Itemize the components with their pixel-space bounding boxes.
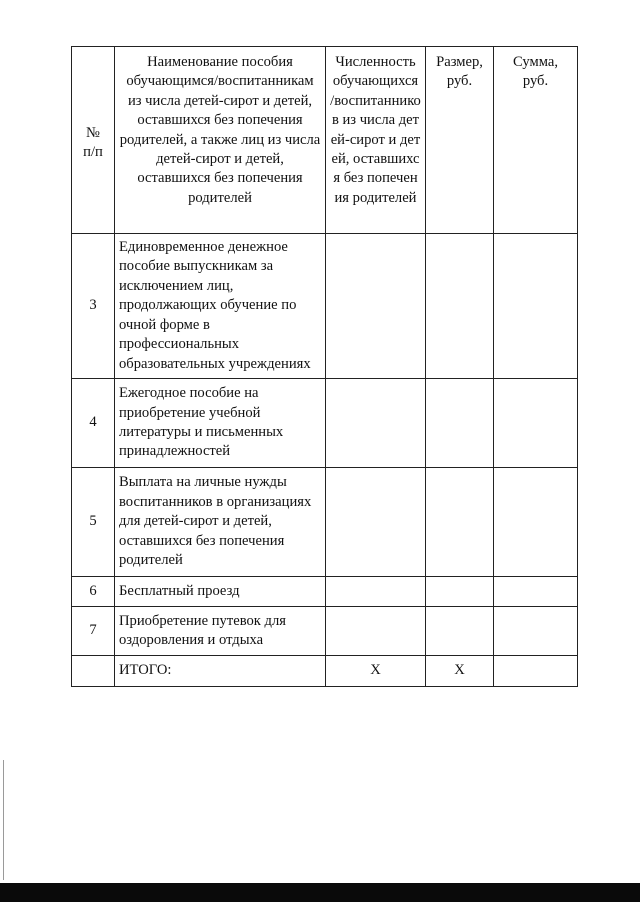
row-name: Единовременное денежное пособие выпускникам за исключением лиц, продолжающих обучение по очной форме в профессиональных образовательных учреждениях bbox=[115, 234, 326, 379]
row-count bbox=[326, 234, 426, 379]
row-count bbox=[326, 607, 426, 656]
header-sum bbox=[494, 47, 578, 234]
scan-bottom-band bbox=[0, 883, 640, 902]
row-size bbox=[426, 468, 494, 577]
header-size-text: Размер, руб. bbox=[436, 54, 483, 90]
row-sum bbox=[494, 607, 578, 656]
row-sum bbox=[494, 577, 578, 607]
row-name: Бесплатный проезд bbox=[115, 577, 326, 607]
row-number: 3 bbox=[72, 234, 115, 379]
header-sum-text: Сумма, руб. bbox=[513, 54, 558, 90]
header-count bbox=[326, 47, 426, 234]
row-number: 4 bbox=[72, 379, 115, 468]
row-sum bbox=[494, 468, 578, 577]
total-sum bbox=[494, 656, 578, 687]
row-number: 6 bbox=[72, 577, 115, 607]
table-row bbox=[72, 379, 578, 468]
total-label: ИТОГО: bbox=[115, 656, 326, 687]
row-size bbox=[426, 577, 494, 607]
row-size bbox=[426, 379, 494, 468]
row-number: 7 bbox=[72, 607, 115, 656]
row-name: Приобретение путевок для оздоровления и отдыха bbox=[115, 607, 326, 656]
table-row bbox=[72, 607, 578, 656]
row-sum bbox=[494, 234, 578, 379]
header-count-text: Численность обучающихся /воспитанников из числа детей-сирот и детей, оставшихся без попечения родителей bbox=[330, 54, 421, 206]
table-row bbox=[72, 234, 578, 379]
row-name: Выплата на личные нужды воспитанников в организациях для детей-сирот и детей, оставшихся без попечения родителей bbox=[115, 468, 326, 577]
header-number bbox=[72, 47, 115, 234]
header-number-text: № п/п bbox=[83, 124, 103, 160]
row-number: 5 bbox=[72, 468, 115, 577]
row-sum bbox=[494, 379, 578, 468]
row-size bbox=[426, 234, 494, 379]
row-count bbox=[326, 379, 426, 468]
table-row bbox=[72, 577, 578, 607]
benefits-table bbox=[71, 46, 578, 687]
row-count bbox=[326, 468, 426, 577]
row-size bbox=[426, 607, 494, 656]
table-row bbox=[72, 468, 578, 577]
total-size: Х bbox=[426, 656, 494, 687]
table-header-row bbox=[72, 47, 578, 234]
total-count: Х bbox=[326, 656, 426, 687]
header-size bbox=[426, 47, 494, 234]
total-number bbox=[72, 656, 115, 687]
scan-edge-line bbox=[3, 760, 4, 880]
header-name: Наименование пособия обучающимся/воспитанникам из числа детей-сирот и детей, оставшихся без попечения родителей, а также лиц из числа детей-сирот и детей, оставшихся без попечения родителей bbox=[115, 47, 326, 234]
row-count bbox=[326, 577, 426, 607]
row-name: Ежегодное пособие на приобретение учебной литературы и письменных принадлежностей bbox=[115, 379, 326, 468]
table-total-row bbox=[72, 656, 578, 687]
